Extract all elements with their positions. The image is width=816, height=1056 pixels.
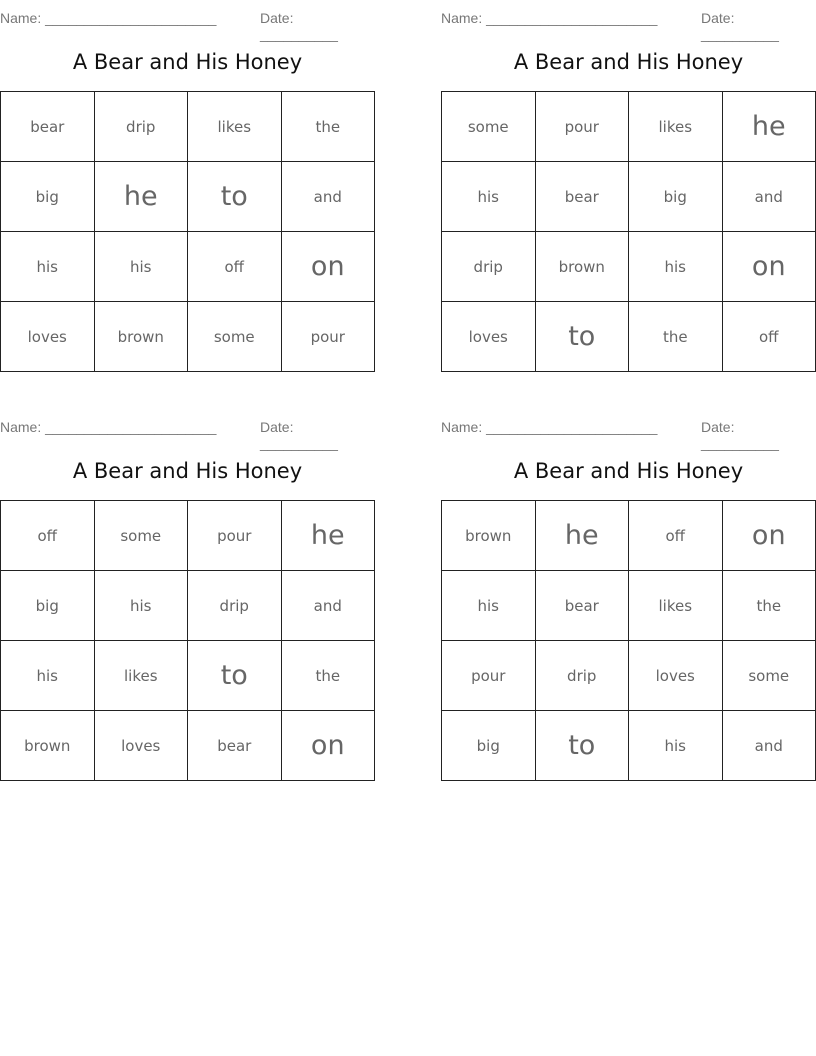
bingo-cell: bear: [1, 92, 95, 162]
bingo-cell: brown: [94, 302, 188, 372]
bingo-cell: to: [535, 711, 629, 781]
grid-row: [442, 302, 816, 372]
bingo-cell: drip: [535, 641, 629, 711]
bingo-grid: [0, 91, 375, 372]
bingo-grid: [0, 500, 375, 781]
bingo-cell: bear: [188, 711, 282, 781]
bingo-cell: the: [629, 302, 723, 372]
grid-row: [1, 501, 375, 571]
name-date-header: [0, 419, 375, 451]
bingo-cell: his: [1, 641, 95, 711]
bingo-cell: loves: [1, 302, 95, 372]
date-field: Date: __________: [701, 419, 779, 451]
grid-row: [442, 501, 816, 571]
bingo-cell: likes: [188, 92, 282, 162]
name-date-header: [0, 10, 375, 42]
date-field: Date: __________: [260, 10, 338, 42]
bingo-cell: pour: [281, 302, 375, 372]
grid-row: [1, 571, 375, 641]
grid-row: [1, 232, 375, 302]
grid-row: [1, 302, 375, 372]
bingo-cell: on: [281, 711, 375, 781]
card-title: A Bear and His Honey: [513, 459, 744, 483]
bingo-cell: and: [281, 162, 375, 232]
grid-row: [1, 641, 375, 711]
bingo-cell: big: [1, 162, 95, 232]
bingo-grid: [441, 91, 816, 372]
bingo-cell: drip: [94, 92, 188, 162]
bingo-cell: off: [629, 501, 723, 571]
bingo-cell: the: [722, 571, 816, 641]
bingo-cell: the: [281, 641, 375, 711]
bingo-cell: and: [722, 162, 816, 232]
bingo-cell: likes: [629, 571, 723, 641]
name-date-header: [441, 419, 816, 451]
bingo-cell: likes: [629, 92, 723, 162]
name-field: Name: ______________________: [0, 419, 217, 435]
bingo-cell: bear: [535, 162, 629, 232]
bingo-cell: loves: [629, 641, 723, 711]
bingo-cell: to: [535, 302, 629, 372]
bingo-cell: his: [442, 162, 536, 232]
name-field: Name: ______________________: [441, 419, 658, 435]
bingo-cell: brown: [1, 711, 95, 781]
name-field: Name: ______________________: [441, 10, 658, 26]
date-field: Date: __________: [260, 419, 338, 451]
date-field: Date: __________: [701, 10, 779, 42]
bingo-cell: off: [188, 232, 282, 302]
bingo-cell: he: [94, 162, 188, 232]
bingo-cell: some: [188, 302, 282, 372]
bingo-cell: on: [722, 232, 816, 302]
bingo-cell: drip: [442, 232, 536, 302]
bingo-cell: some: [94, 501, 188, 571]
name-date-header: [441, 10, 816, 42]
grid-row: [442, 162, 816, 232]
card-title: A Bear and His Honey: [72, 459, 303, 483]
bingo-cell: likes: [94, 641, 188, 711]
bingo-cell: and: [281, 571, 375, 641]
grid-row: [442, 232, 816, 302]
grid-row: [442, 711, 816, 781]
bingo-cell: big: [629, 162, 723, 232]
bingo-cell: to: [188, 641, 282, 711]
bingo-cell: off: [722, 302, 816, 372]
grid-row: [442, 571, 816, 641]
bingo-cell: big: [442, 711, 536, 781]
bingo-cell: his: [629, 711, 723, 781]
bingo-cell: pour: [535, 92, 629, 162]
bingo-cell: and: [722, 711, 816, 781]
bingo-cell: big: [1, 571, 95, 641]
card-title: A Bear and His Honey: [513, 50, 744, 74]
bingo-cell: the: [281, 92, 375, 162]
bingo-cell: pour: [442, 641, 536, 711]
grid-row: [442, 641, 816, 711]
bingo-cell: to: [188, 162, 282, 232]
bingo-grid: [441, 500, 816, 781]
bingo-cell: on: [722, 501, 816, 571]
bingo-cell: his: [1, 232, 95, 302]
name-field: Name: ______________________: [0, 10, 217, 26]
bingo-cell: off: [1, 501, 95, 571]
bingo-cell: pour: [188, 501, 282, 571]
bingo-cell: brown: [442, 501, 536, 571]
card-title: A Bear and His Honey: [72, 50, 303, 74]
bingo-cell: his: [629, 232, 723, 302]
bingo-cell: his: [94, 232, 188, 302]
bingo-cell: brown: [535, 232, 629, 302]
bingo-cell: he: [535, 501, 629, 571]
bingo-cell: drip: [188, 571, 282, 641]
grid-row: [442, 92, 816, 162]
bingo-cell: on: [281, 232, 375, 302]
bingo-cell: his: [442, 571, 536, 641]
bingo-cell: he: [281, 501, 375, 571]
bingo-cell: his: [94, 571, 188, 641]
grid-row: [1, 162, 375, 232]
bingo-cell: bear: [535, 571, 629, 641]
bingo-cell: loves: [442, 302, 536, 372]
bingo-cell: some: [442, 92, 536, 162]
bingo-cell: some: [722, 641, 816, 711]
bingo-cell: he: [722, 92, 816, 162]
grid-row: [1, 92, 375, 162]
grid-row: [1, 711, 375, 781]
bingo-cell: loves: [94, 711, 188, 781]
